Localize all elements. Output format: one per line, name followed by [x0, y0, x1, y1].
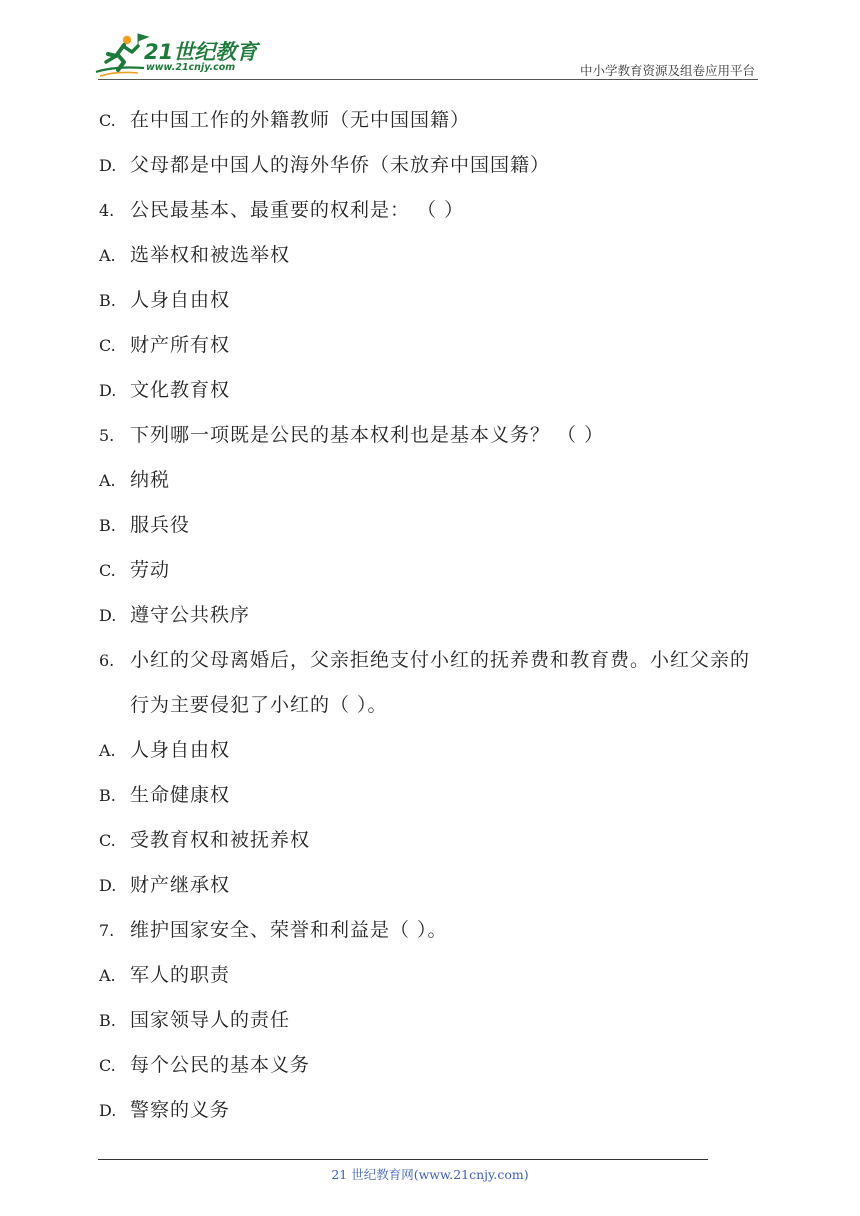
option-line: [99, 1053, 310, 1078]
option-label: B.: [99, 1011, 116, 1030]
option-label: B.: [99, 291, 116, 310]
question-number: 7.: [99, 921, 115, 940]
question-number: 4.: [99, 201, 115, 220]
question-line: [99, 918, 448, 943]
option-text: 父母都是中国人的海外华侨（未放弃中国国籍）: [130, 154, 551, 176]
question-number: 6.: [99, 651, 115, 670]
option-label: C.: [99, 111, 116, 130]
question-text: 小红的父母离婚后，父亲拒绝支付小红的抚养费和教育费。小红父亲的: [130, 649, 751, 671]
option-text: 选举权和被选举权: [130, 244, 291, 266]
option-line: [99, 513, 190, 538]
option-text: 生命健康权: [130, 784, 231, 806]
option-label: D.: [99, 1101, 117, 1120]
option-label: B.: [99, 516, 116, 535]
option-label: D.: [99, 381, 117, 400]
page-header: [0, 0, 860, 90]
running-man-logo-icon: [94, 32, 150, 78]
option-line: [99, 828, 310, 853]
option-line: [99, 153, 550, 178]
option-label: C.: [99, 561, 116, 580]
question-text: 维护国家安全、荣誉和利益是（ ）。: [130, 919, 448, 941]
option-line: [99, 333, 230, 358]
option-line: [99, 738, 230, 763]
option-line: [99, 243, 290, 268]
header-divider: [98, 79, 758, 80]
option-text: 警察的义务: [130, 1099, 231, 1121]
option-text: 劳动: [130, 559, 171, 581]
option-line: [99, 378, 230, 403]
option-text: 文化教育权: [130, 379, 231, 401]
option-label: A.: [99, 246, 116, 265]
option-text: 每个公民的基本义务: [130, 1054, 311, 1076]
option-text: 国家领导人的责任: [130, 1009, 291, 1031]
option-line: [99, 963, 230, 988]
question-continuation-line: [130, 693, 388, 717]
option-text: 纳税: [130, 469, 171, 491]
option-label: C.: [99, 336, 116, 355]
option-line: [99, 468, 170, 493]
option-text: 遵守公共秩序: [130, 604, 251, 626]
footer-divider: [98, 1159, 708, 1160]
option-text: 人身自由权: [130, 289, 231, 311]
question-text: 公民最基本、最重要的权利是： （ ）: [130, 199, 465, 221]
platform-name: 中小学教育资源及组卷应用平台: [579, 63, 755, 78]
logo-url: www.21cnjy.com: [146, 62, 236, 73]
option-label: A.: [99, 471, 116, 490]
option-line: [99, 783, 230, 808]
question-line: [99, 423, 604, 448]
option-text: 人身自由权: [130, 739, 231, 761]
logo-title: 21世纪教育: [144, 40, 258, 64]
option-line: [99, 873, 230, 898]
site-logo: [94, 32, 264, 78]
question-text: 下列哪一项既是公民的基本权利也是基本义务？ （ ）: [130, 424, 605, 446]
option-text: 受教育权和被抚养权: [130, 829, 311, 851]
question-number: 5.: [99, 426, 115, 445]
question-line: [99, 648, 750, 673]
option-text: 财产所有权: [130, 334, 231, 356]
question-text: 行为主要侵犯了小红的（ ）。: [130, 694, 388, 716]
option-line: [99, 558, 170, 583]
option-line: [99, 288, 230, 313]
option-label: C.: [99, 831, 116, 850]
option-text: 在中国工作的外籍教师（无中国国籍）: [130, 109, 471, 131]
option-label: D.: [99, 606, 117, 625]
option-text: 服兵役: [130, 514, 191, 536]
option-text: 军人的职责: [130, 964, 231, 986]
option-label: A.: [99, 741, 116, 760]
option-line: [99, 1008, 290, 1033]
option-label: B.: [99, 786, 116, 805]
question-line: [99, 198, 464, 223]
option-text: 财产继承权: [130, 874, 231, 896]
option-label: D.: [99, 156, 117, 175]
option-line: [99, 1098, 230, 1123]
footer-link[interactable]: 21 世纪教育网(www.21cnjy.com): [331, 1167, 529, 1182]
option-label: A.: [99, 966, 116, 985]
option-line: [99, 108, 470, 133]
option-label: D.: [99, 876, 117, 895]
option-label: C.: [99, 1056, 116, 1075]
option-line: [99, 603, 250, 628]
